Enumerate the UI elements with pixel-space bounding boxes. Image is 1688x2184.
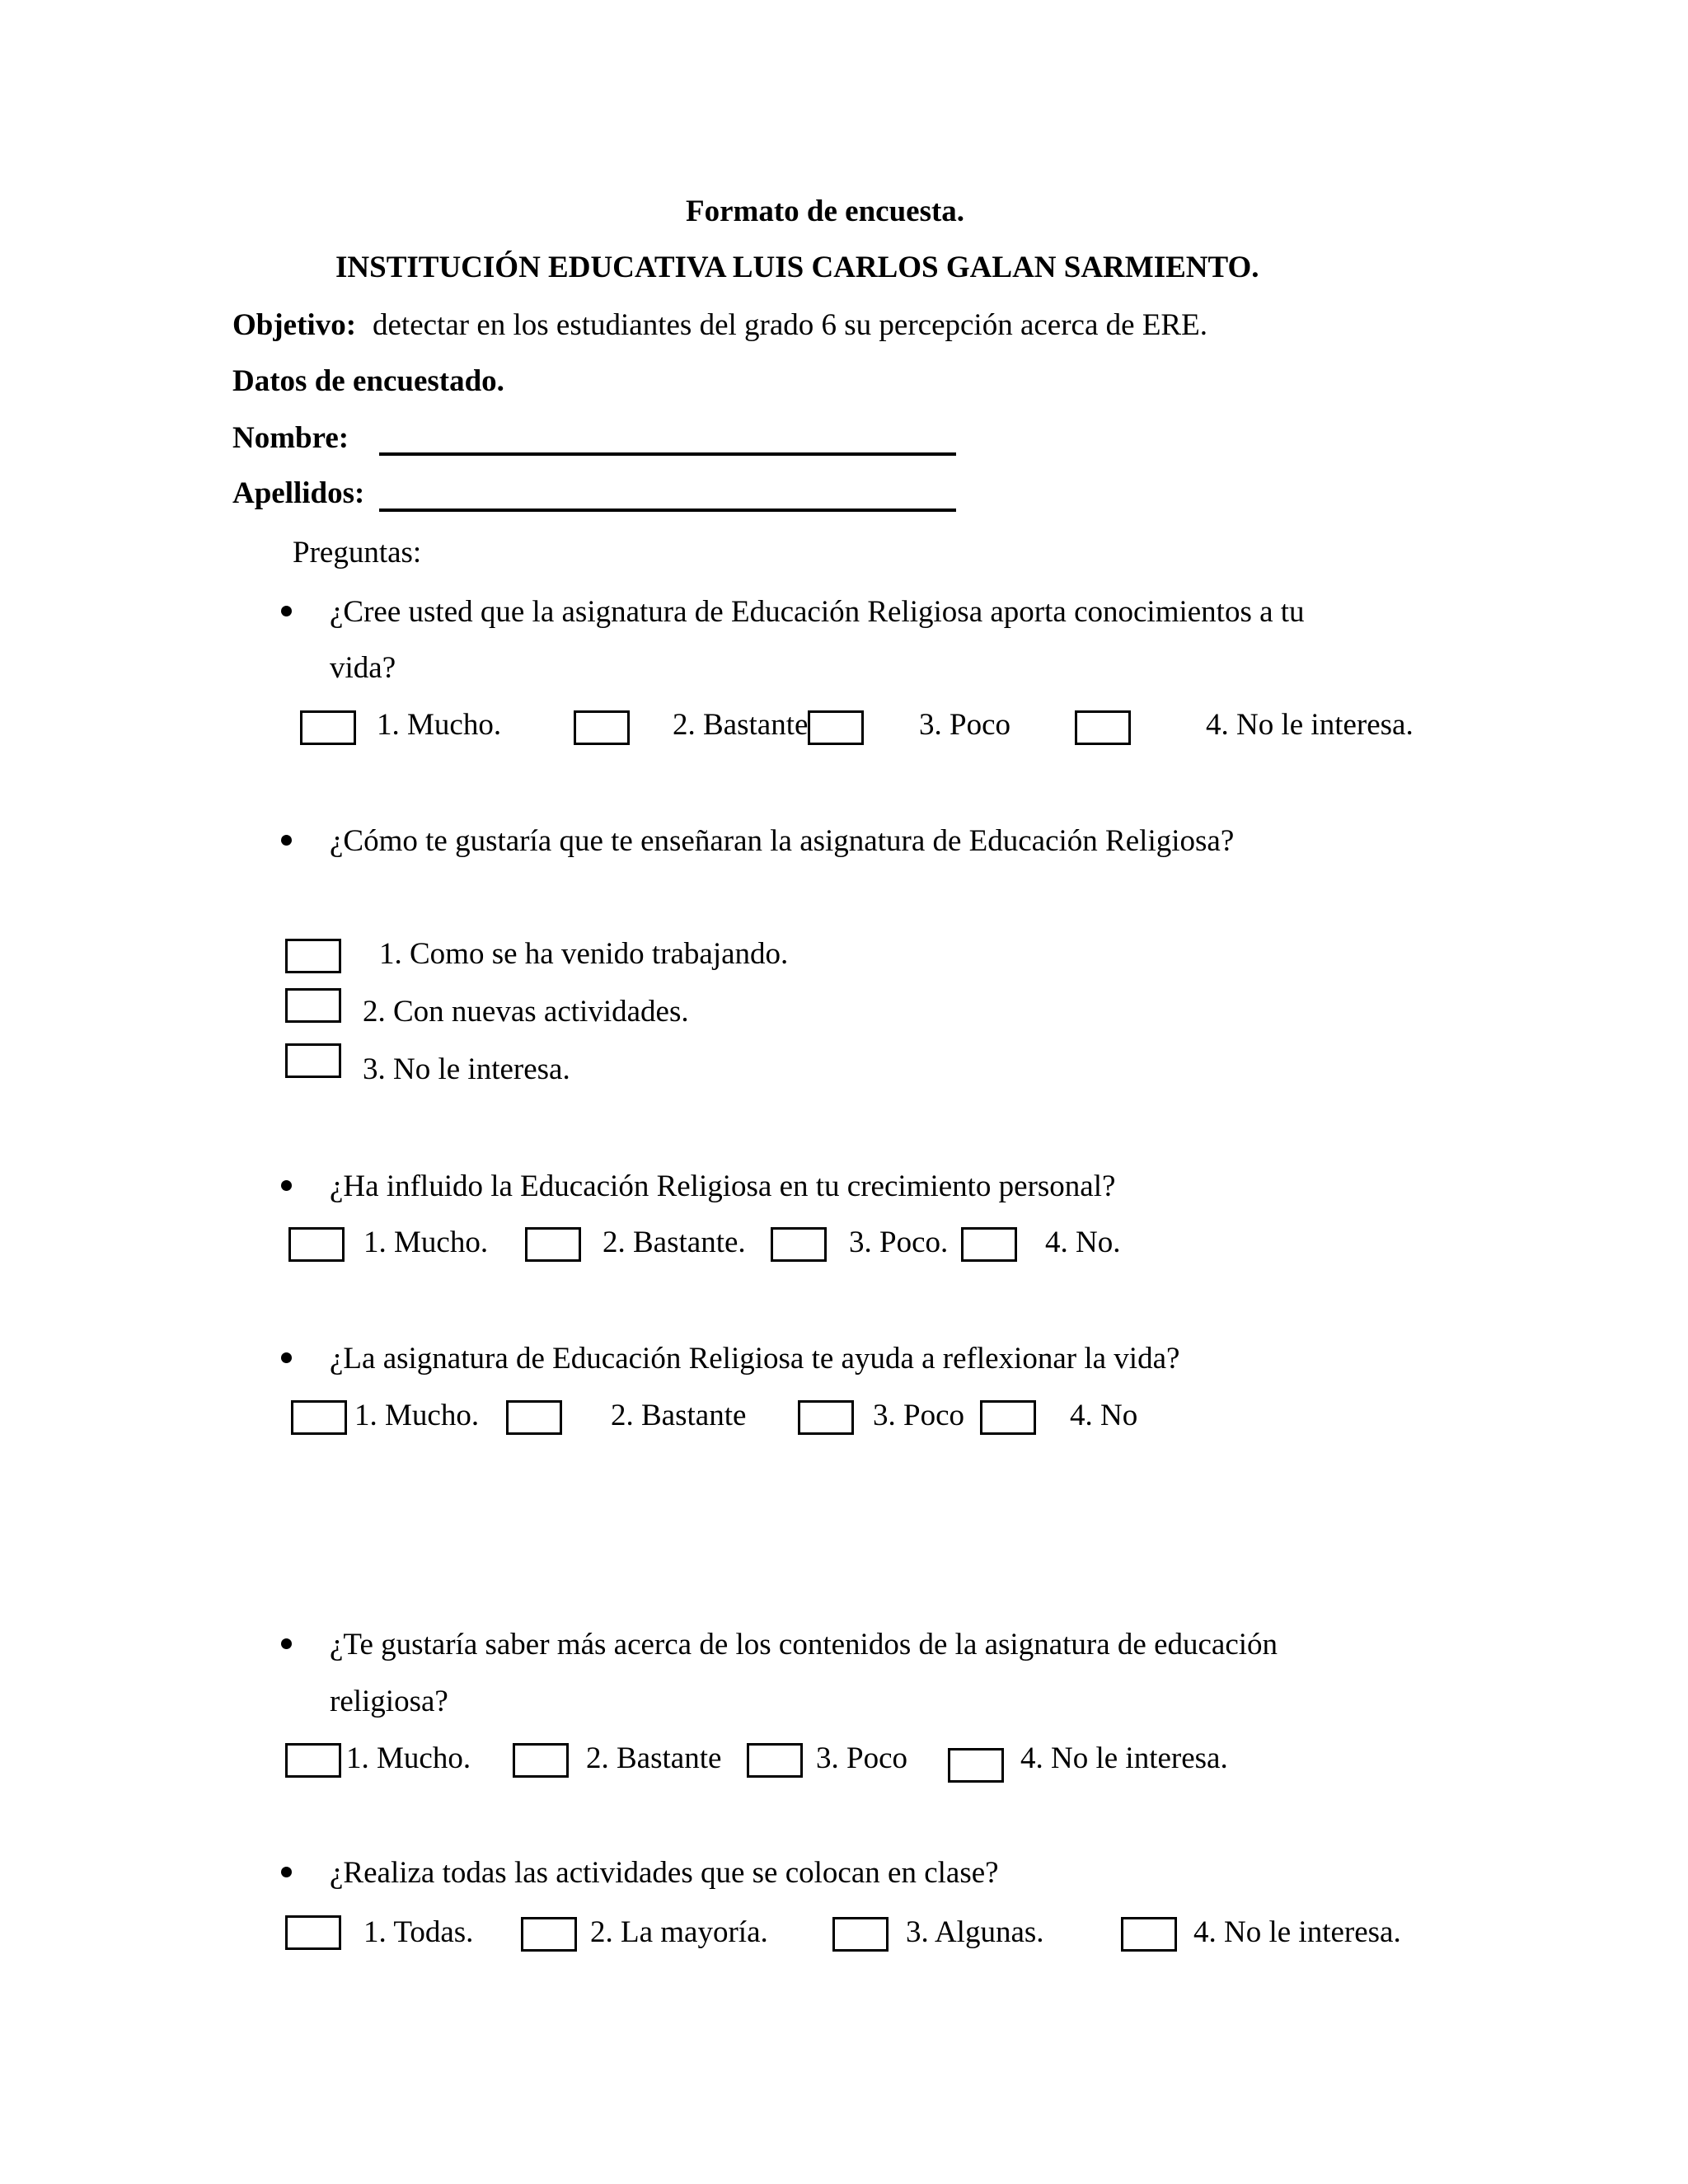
q6-option-4-checkbox[interactable] (1121, 1917, 1177, 1952)
surname-underline (379, 509, 956, 512)
surname-field[interactable] (379, 471, 956, 508)
q4-option-2-checkbox[interactable] (506, 1400, 562, 1435)
q5-option-1-checkbox[interactable] (285, 1743, 341, 1778)
name-underline (379, 452, 956, 456)
q3-option-1-checkbox[interactable] (288, 1227, 345, 1262)
bullet-icon (281, 606, 292, 616)
bullet-icon (281, 1638, 292, 1649)
q2-option-3-label: 3. No le interesa. (363, 1052, 570, 1086)
surname-label: Apellidos: (232, 476, 365, 510)
question-3-line-1: ¿Ha influido la Educación Religiosa en tu crecimiento personal? (330, 1169, 1116, 1203)
q4-option-3-label: 3. Poco (873, 1399, 964, 1432)
q5-option-2-checkbox[interactable] (513, 1743, 569, 1778)
document-title: Formato de encuesta. (686, 194, 965, 228)
question-5-line-2: religiosa? (330, 1685, 448, 1718)
q2-option-3-checkbox[interactable] (285, 1043, 341, 1078)
q3-option-3-label: 3. Poco. (849, 1226, 949, 1259)
respondent-heading: Datos de encuestado. (232, 364, 504, 398)
q5-option-3-label: 3. Poco (816, 1741, 907, 1775)
q6-option-3-label: 3. Algunas. (906, 1915, 1044, 1949)
q1-option-1-label: 1. Mucho. (377, 708, 502, 742)
q5-option-3-checkbox[interactable] (747, 1743, 803, 1778)
q1-option-2-checkbox[interactable] (574, 710, 630, 745)
q4-option-4-checkbox[interactable] (980, 1400, 1036, 1435)
q5-option-1-label: 1. Mucho. (346, 1741, 471, 1775)
q5-option-4-label: 4. No le interesa. (1020, 1741, 1228, 1775)
q2-option-1-label: 1. Como se ha venido trabajando. (379, 937, 789, 971)
q3-option-4-label: 4. No. (1045, 1226, 1121, 1259)
bullet-icon (281, 1867, 292, 1877)
q5-option-4-checkbox[interactable] (948, 1748, 1004, 1783)
q6-option-3-checkbox[interactable] (832, 1917, 889, 1952)
question-4-line-1: ¿La asignatura de Educación Religiosa te ayuda a reflexionar la vida? (330, 1342, 1180, 1376)
q6-option-1-checkbox[interactable] (285, 1915, 341, 1950)
q1-option-3-checkbox[interactable] (808, 710, 864, 745)
q4-option-1-checkbox[interactable] (291, 1400, 347, 1435)
institution-name: INSTITUCIÓN EDUCATIVA LUIS CARLOS GALAN SARMIENTO. (335, 251, 1259, 284)
q3-option-1-label: 1. Mucho. (363, 1226, 489, 1259)
q3-option-2-checkbox[interactable] (525, 1227, 581, 1262)
question-1-line-1: ¿Cree usted que la asignatura de Educación Religiosa aporta conocimientos a tu (330, 595, 1305, 629)
name-field[interactable] (379, 416, 956, 452)
q6-option-2-label: 2. La mayoría. (590, 1915, 768, 1949)
question-6-line-1: ¿Realiza todas las actividades que se colocan en clase? (330, 1856, 999, 1890)
question-2-line-1: ¿Cómo te gustaría que te enseñaran la asignatura de Educación Religiosa? (330, 824, 1235, 858)
q3-option-2-label: 2. Bastante. (603, 1226, 746, 1259)
q1-option-3-label: 3. Poco (919, 708, 1010, 742)
bullet-icon (281, 1180, 292, 1191)
objective-text: detectar en los estudiantes del grado 6 su percepción acerca de ERE. (373, 308, 1207, 342)
q6-option-4-label: 4. No le interesa. (1193, 1915, 1401, 1949)
q6-option-1-label: 1. Todas. (363, 1915, 474, 1949)
q1-option-1-checkbox[interactable] (300, 710, 356, 745)
questions-heading: Preguntas: (293, 536, 422, 569)
q2-option-2-checkbox[interactable] (285, 988, 341, 1023)
name-label: Nombre: (232, 421, 349, 455)
q4-option-2-label: 2. Bastante (611, 1399, 747, 1432)
bullet-icon (281, 1352, 292, 1363)
q1-option-4-checkbox[interactable] (1075, 710, 1131, 745)
q6-option-2-checkbox[interactable] (521, 1917, 577, 1952)
q5-option-2-label: 2. Bastante (586, 1741, 722, 1775)
bullet-icon (281, 835, 292, 846)
question-1-line-2: vida? (330, 651, 396, 685)
objective-label: Objetivo: (232, 308, 357, 342)
q1-option-2-label: 2. Bastante (673, 708, 809, 742)
q4-option-3-checkbox[interactable] (798, 1400, 854, 1435)
q2-option-1-checkbox[interactable] (285, 939, 341, 973)
q2-option-2-label: 2. Con nuevas actividades. (363, 995, 689, 1029)
q1-option-4-label: 4. No le interesa. (1206, 708, 1414, 742)
q3-option-4-checkbox[interactable] (961, 1227, 1017, 1262)
q4-option-1-label: 1. Mucho. (354, 1399, 480, 1432)
q4-option-4-label: 4. No (1070, 1399, 1138, 1432)
question-5-line-1: ¿Te gustaría saber más acerca de los contenidos de la asignatura de educación (330, 1628, 1278, 1661)
q3-option-3-checkbox[interactable] (771, 1227, 827, 1262)
